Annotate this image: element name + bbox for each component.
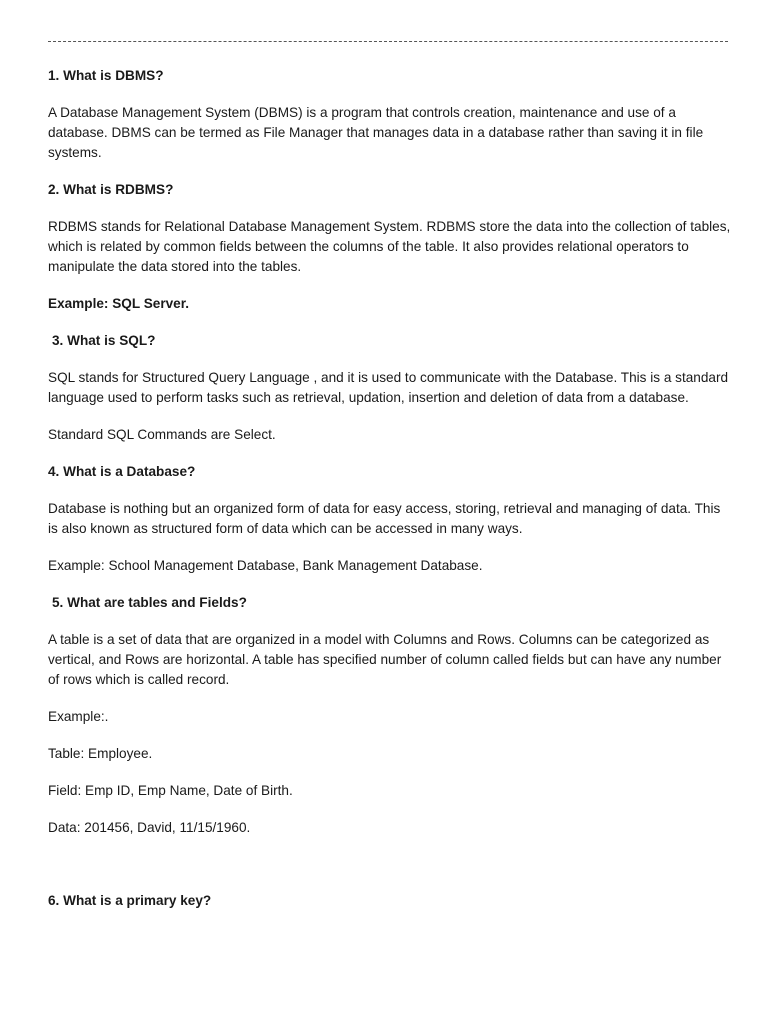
question-3-extra: Standard SQL Commands are Select. [48,427,276,442]
question-1-heading: 1. What is DBMS? [48,68,164,83]
question-4-answer: Database is nothing but an organized form of data for easy access, storing, retrieval and managing of data. This is also known as structured form of data which can be accessed in many ways. [48,501,721,536]
question-3-heading: 3. What is SQL? [52,333,156,348]
question-3-answer: SQL stands for Structured Query Language , and it is used to communicate with the Database. This is a standard language used to perform tasks such as retrieval, updation, insertion and deletion of data from a database. [48,370,729,405]
question-4-example: Example: School Management Database, Bank Management Database. [48,558,483,573]
document-body [48,66,732,911]
question-5-heading: 5. What are tables and Fields? [52,595,247,610]
question-2-heading: 2. What is RDBMS? [48,182,174,197]
question-6-heading: 6. What is a primary key? [48,893,212,908]
question-1-answer: A Database Management System (DBMS) is a program that controls creation, maintenance and use of a database. DBMS can be termed as File Manager that manages data in a database rather than saving it in file systems. [48,105,704,160]
question-5-answer: A table is a set of data that are organized in a model with Columns and Rows. Columns can be categorized as vertical, and Rows are horizontal. A table has specified number of column called fields but can have any number of rows which is called record. [48,632,722,687]
question-4-heading: 4. What is a Database? [48,464,196,479]
question-5-field-line: Field: Emp ID, Emp Name, Date of Birth. [48,783,293,798]
question-5-example-label: Example:. [48,709,109,724]
dashed-separator [48,41,728,42]
question-2-answer: RDBMS stands for Relational Database Management System. RDBMS store the data into the collection of tables, which is related by common fields between the columns of the table. It also provides relational operators to manipulate the data stored into the tables. [48,219,731,274]
question-2-example: Example: SQL Server. [48,296,190,311]
question-5-data-line: Data: 201456, David, 11/15/1960. [48,820,251,835]
question-5-table-line: Table: Employee. [48,746,153,761]
